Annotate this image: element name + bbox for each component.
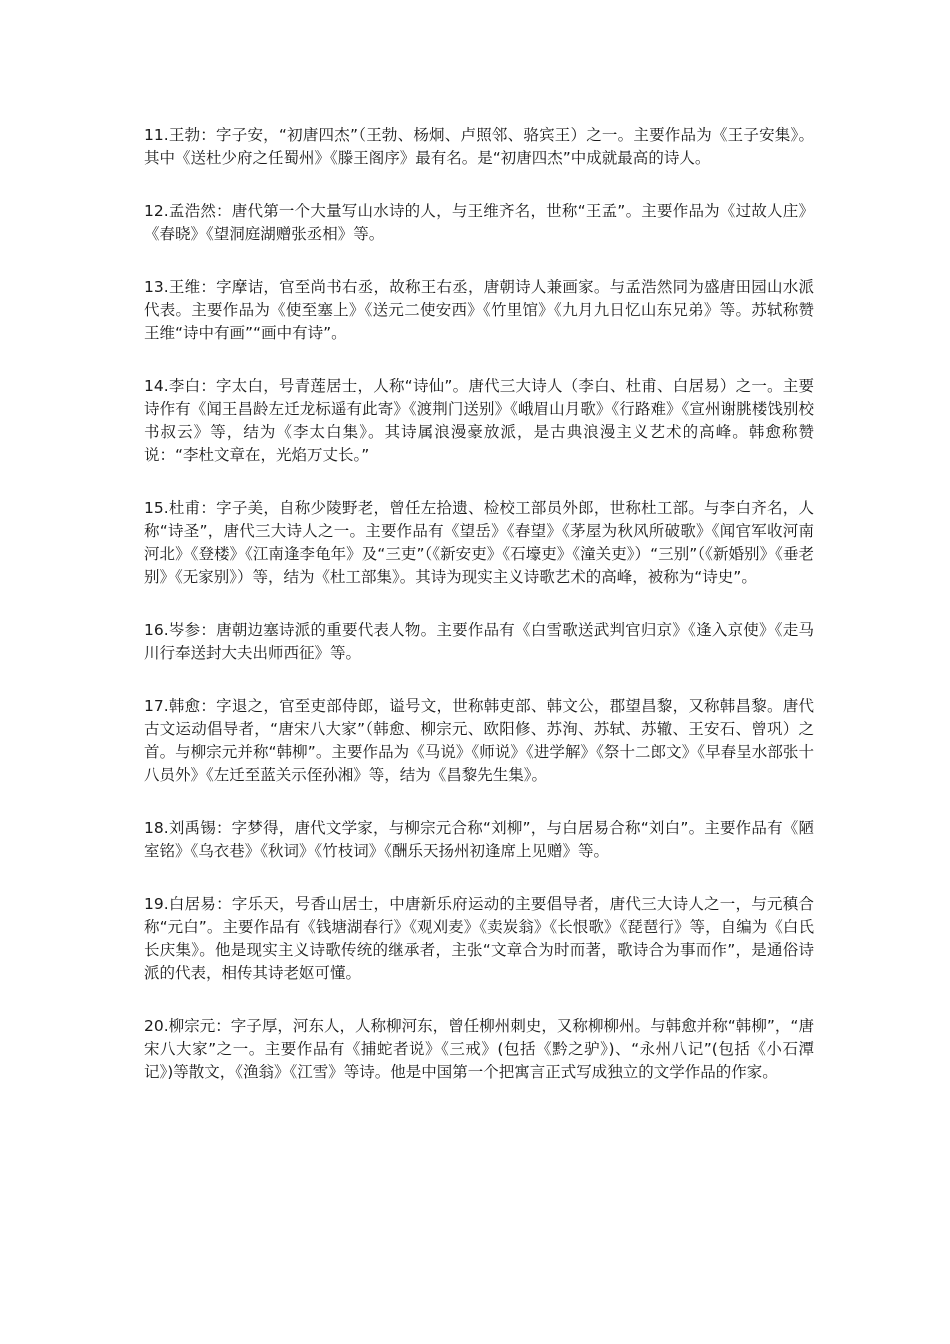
document-page: [144, 124, 814, 1114]
entry-wang-wei: 13.王维：字摩诘，官至尚书右丞，故称王右丞，唐朝诗人兼画家。与孟浩然同为盛唐田园山水派代表。主要作品为《使至塞上》《送元二使安西》《竹里馆》《九月九日忆山东兄弟》等。苏轼称赞王维“诗中有画”“画中有诗”。: [144, 278, 814, 342]
entry-bai-juyi: 19.白居易：字乐天，号香山居士，中唐新乐府运动的主要倡导者，唐代三大诗人之一，与元稹合称“元白”。主要作品有《钱塘湖春行》《观刈麦》《卖炭翁》《长恨歌》《琵琶行》等，自编为《白氏长庆集》。他是现实主义诗歌传统的继承者，主张“文章合为时而著，歌诗合为事而作”，是通俗诗派的代表，相传其诗老妪可懂。: [144, 895, 814, 982]
entry-du-fu: 15.杜甫：字子美，自称少陵野老，曾任左拾遗、检校工部员外郎，世称杜工部。与李白齐名，人称“诗圣”，唐代三大诗人之一。主要作品有《望岳》《春望》《茅屋为秋风所破歌》《闻官军收河南河北》《登楼》《江南逢李龟年》及“三吏”（《新安吏》《石壕吏》《潼关吏》）“三别”（《新婚别》《垂老别》《无家别》）等，结为《杜工部集》。其诗为现实主义诗歌艺术的高峰，被称为“诗史”。: [144, 499, 814, 586]
entry-liu-zongyuan: 20.柳宗元：字子厚，河东人，人称柳河东，曾任柳州刺史，又称柳柳州。与韩愈并称“韩柳”，“唐宋八大家”之一。主要作品有《捕蛇者说》《三戒》(包括《黔之驴》)、“永州八记”(包括《小石潭记》)等散文，《渔翁》《江雪》等诗。他是中国第一个把寓言正式写成独立的文学作品的作家。: [144, 1017, 814, 1081]
entry-han-yu: 17.韩愈：字退之，官至吏部侍郎，谥号文，世称韩吏部、韩文公，郡望昌黎，又称韩昌黎。唐代古文运动倡导者，“唐宋八大家”（韩愈、柳宗元、欧阳修、苏洵、苏轼、苏辙、王安石、曾巩）之首。与柳宗元并称“韩柳”。主要作品为《马说》《师说》《进学解》《祭十二郎文》《早春呈水部张十八员外》《左迁至蓝关示侄孙湘》等，结为《昌黎先生集》。: [144, 697, 814, 784]
entry-li-bai: 14.李白：字太白，号青莲居士，人称“诗仙”。唐代三大诗人（李白、杜甫、白居易）之一。主要诗作有《闻王昌龄左迁龙标遥有此寄》《渡荆门送别》《峨眉山月歌》《行路难》《宣州谢朓楼饯别校书叔云》等，结为《李太白集》。其诗属浪漫豪放派，是古典浪漫主义艺术的高峰。韩愈称赞说：“李杜文章在，光焰万丈长。”: [144, 377, 814, 464]
entry-cen-shen: 16.岑参：唐朝边塞诗派的重要代表人物。主要作品有《白雪歌送武判官归京》《逢入京使》《走马川行奉送封大夫出师西征》等。: [144, 621, 814, 662]
entry-wang-bo: 11.王勃：字子安，“初唐四杰”（王勃、杨炯、卢照邻、骆宾王）之一。主要作品为《王子安集》。其中《送杜少府之任蜀州》《滕王阁序》最有名。是“初唐四杰”中成就最高的诗人。: [144, 126, 814, 167]
entry-liu-yuxi: 18.刘禹锡：字梦得，唐代文学家，与柳宗元合称“刘柳”，与白居易合称“刘白”。主要作品有《陋室铭》《乌衣巷》《秋词》《竹枝词》《酬乐天扬州初逢席上见赠》等。: [144, 819, 814, 860]
entry-meng-haoran: 12.孟浩然：唐代第一个大量写山水诗的人，与王维齐名，世称“王孟”。主要作品为《过故人庄》《春晓》《望洞庭湖赠张丞相》等。: [144, 202, 814, 243]
